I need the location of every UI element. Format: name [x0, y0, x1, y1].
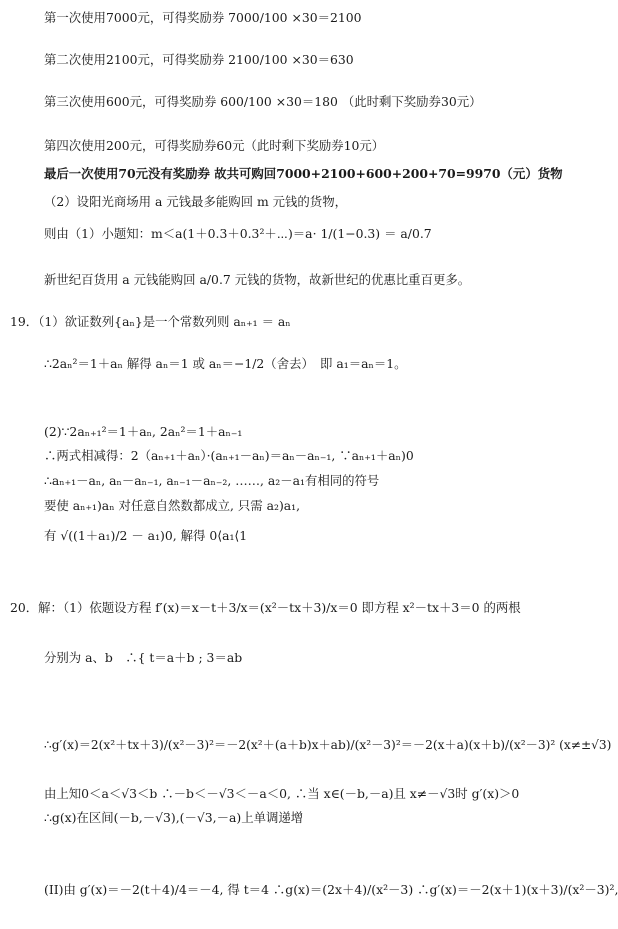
text-line: (2)∵2aₙ₊₁²＝1＋aₙ, 2aₙ²＝1＋aₙ₋₁ [44, 424, 243, 439]
text-line: 19．（1）欲证数列{aₙ}是一个常数列则 aₙ₊₁ ＝ aₙ [10, 314, 291, 329]
text-line: ∴两式相减得：2（aₙ₊₁＋aₙ）·(aₙ₊₁－aₙ)＝aₙ－aₙ₋₁, ∵aₙ₊₁＋aₙ)0 [44, 448, 414, 463]
text-line: 由上知0＜a＜√3＜b ∴－b＜－√3＜－a＜0, ∴当 x∈(－b,－a)且 x≠－√3时 g′(x)＞0 [44, 786, 520, 801]
text-line: 要使 aₙ₊₁)aₙ 对任意自然数都成立, 只需 a₂)a₁, [44, 498, 301, 513]
text-line: 第三次使用600元，可得奖励券 600/100 ×30＝180 （此时剩下奖励券30元） [44, 94, 482, 109]
text-line: 第二次使用2100元，可得奖励券 2100/100 ×30＝630 [44, 52, 354, 67]
text-line: 分别为 a、b ∴{ t＝a＋b ; 3＝ab [44, 650, 243, 665]
text-line: ∴2aₙ²＝1＋aₙ 解得 aₙ＝1 或 aₙ＝−1/2（舍去） 即 a₁＝aₙ＝1。 [44, 356, 407, 371]
text-line: (II)由 g′(x)＝－2(t＋4)/4＝－4, 得 t＝4 ∴g(x)＝(2x＋4)/(x²－3) ∴g′(x)＝－2(x＋1)(x＋3)/(x²－3)², [44, 882, 618, 897]
text-line: 则由（1）小题知：m＜a(1＋0.3＋0.3²＋⋯)＝a· 1/(1−0.3) ＝ a/0.7 [44, 226, 432, 241]
text-line: （2）设阳光商场用 a 元钱最多能购回 m 元钱的货物， [44, 194, 347, 209]
text-line: ∴g′(x)＝2(x²＋tx＋3)/(x²－3)²＝－2(x²＋(a＋b)x＋ab)/(x²－3)²＝－2(x＋a)(x＋b)/(x²－3)² (x≠±√3) [44, 738, 612, 752]
text-line: 新世纪百货用 a 元钱能购回 a/0.7 元钱的货物，故新世纪的优惠比重百更多。 [44, 272, 471, 287]
text-line: 第四次使用200元，可得奖励券60元（此时剩下奖励券10元） [44, 138, 385, 153]
text-line: 最后一次使用70元没有奖励券 故共可购回7000+2100+600+200+70=9970（元）货物 [44, 166, 563, 181]
text-line: ∴g(x)在区间(－b,－√3),(－√3,－a)上单调递增 [44, 810, 304, 825]
text-line: 20．解：（1）依题设方程 f′(x)＝x－t＋3/x＝(x²－tx＋3)/x＝0 即方程 x²－tx＋3＝0 的两根 [10, 600, 521, 615]
text-line: ∴aₙ₊₁－aₙ, aₙ－aₙ₋₁, aₙ₋₁－aₙ₋₂, ……, a₂－a₁有相同的符号 [44, 473, 380, 488]
text-line: 第一次使用7000元，可得奖励券 7000/100 ×30＝2100 [44, 10, 362, 25]
text-line: 有 √((1＋a₁)/2 － a₁)0, 解得 0⟨a₁⟨1 [44, 528, 248, 543]
